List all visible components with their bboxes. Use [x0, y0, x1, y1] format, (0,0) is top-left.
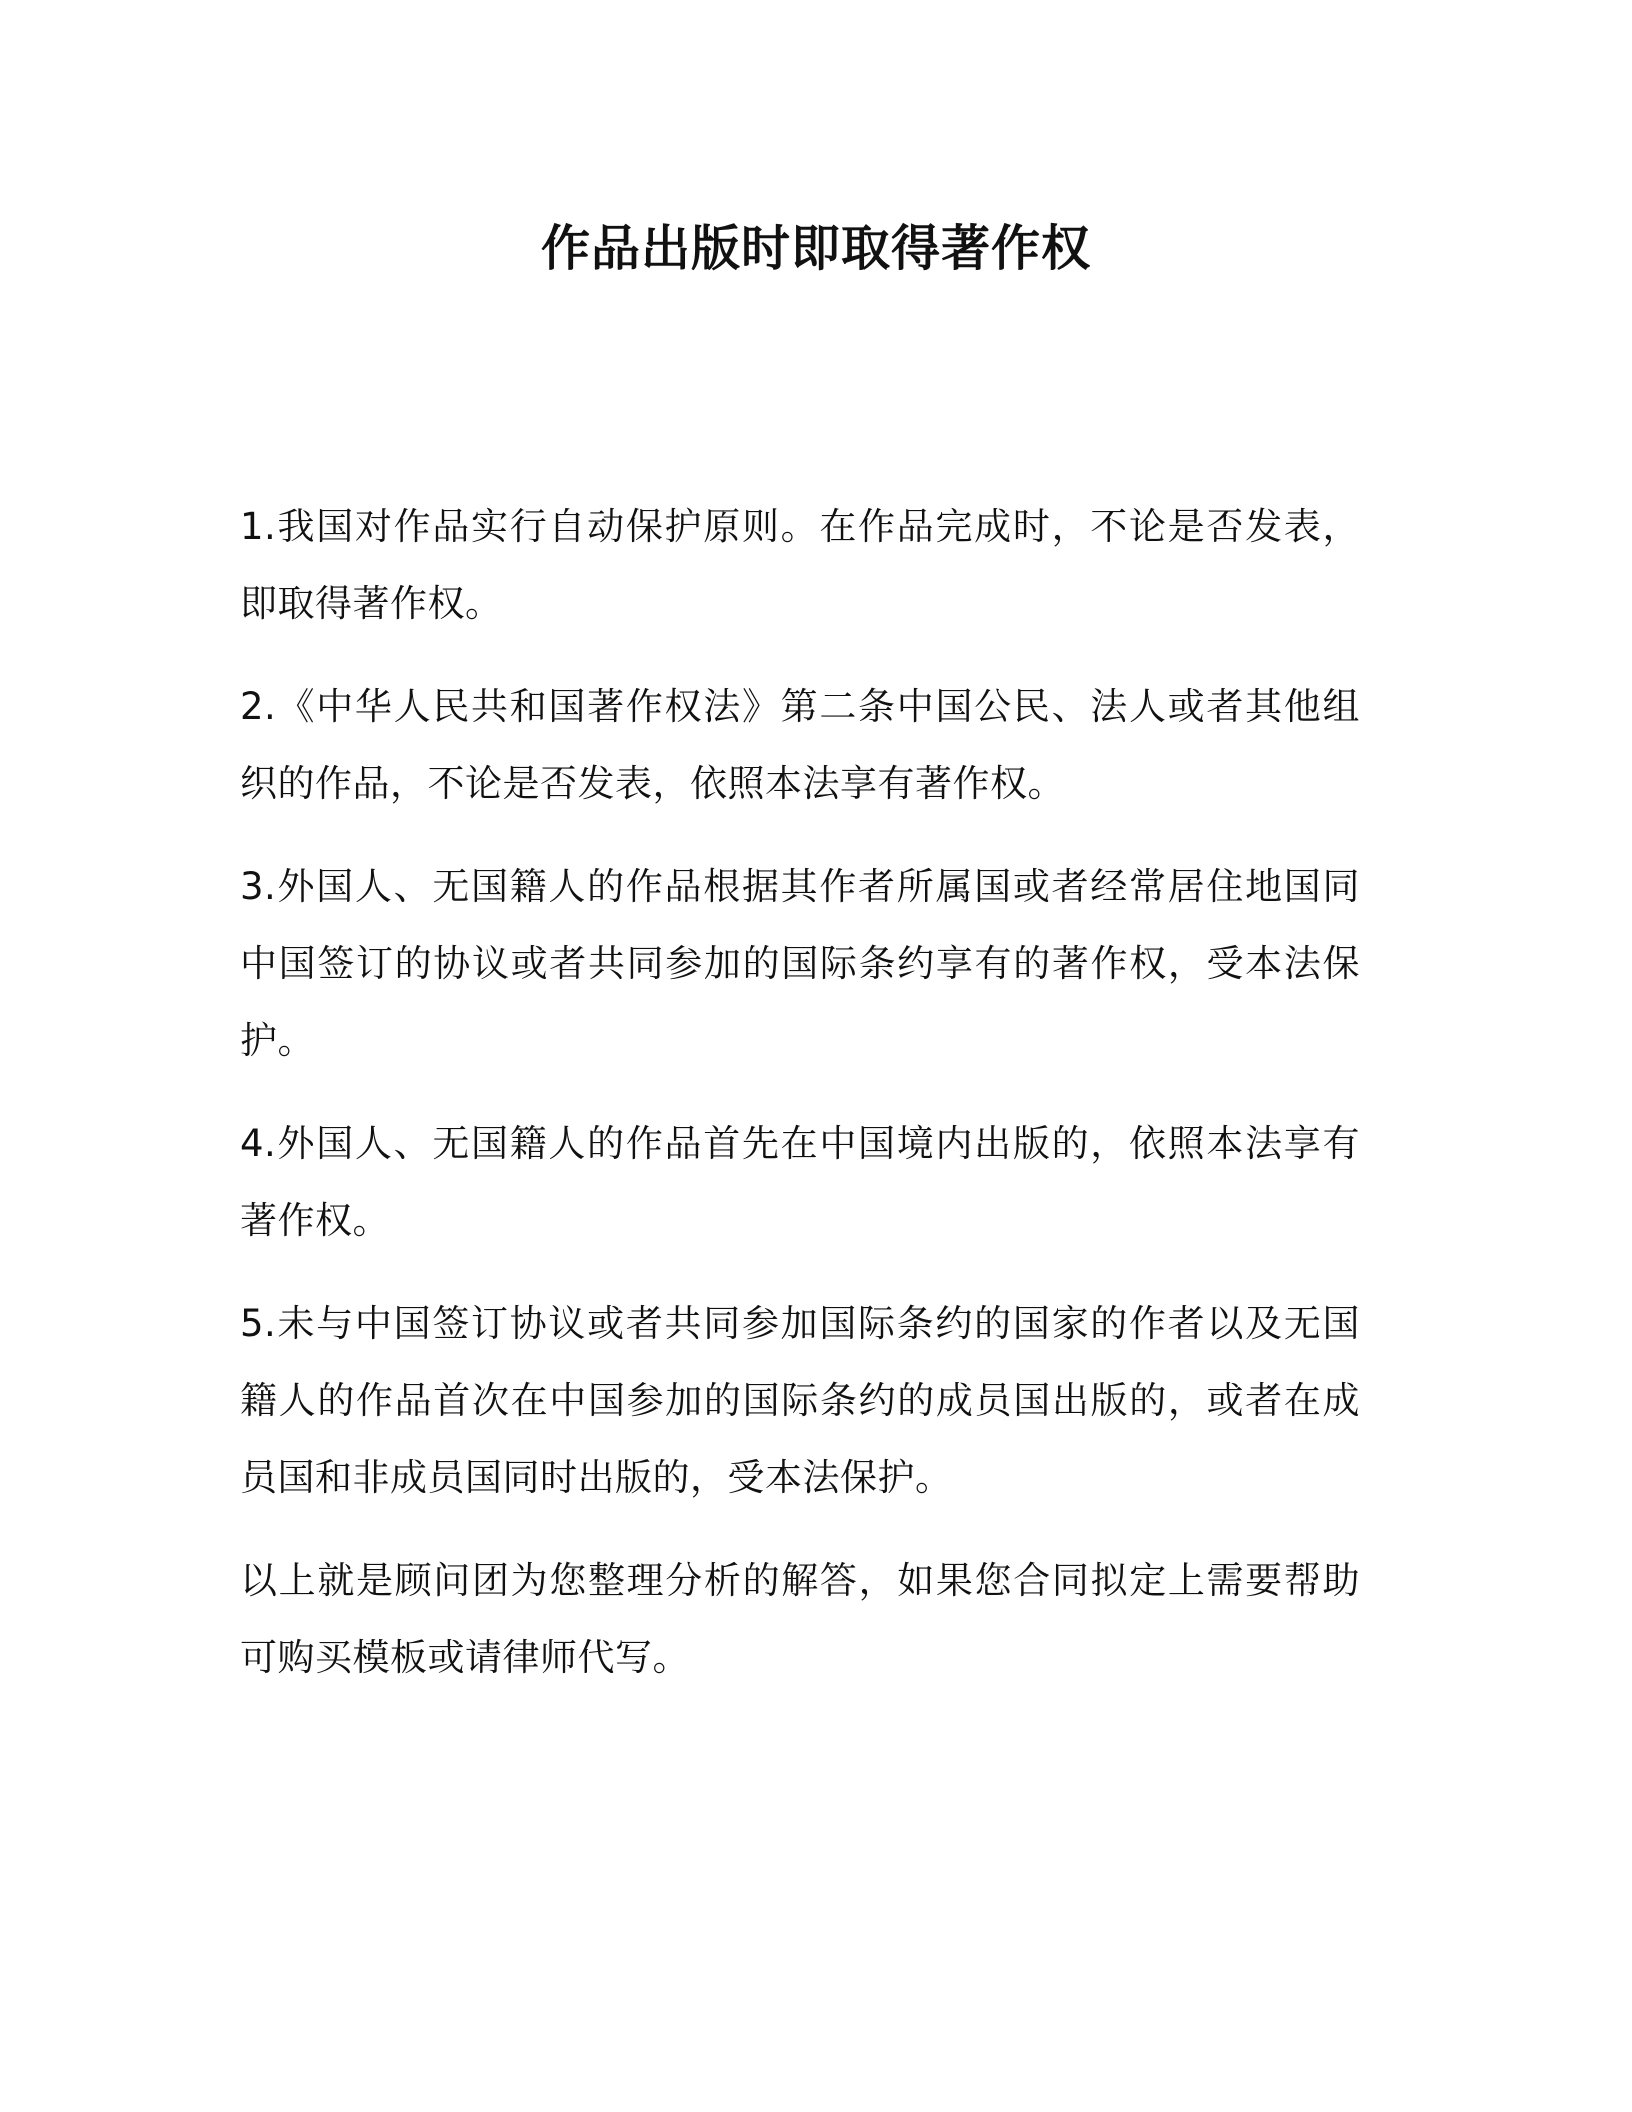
paragraph-4: 4.外国人、无国籍人的作品首先在中国境内出版的，依照本法享有著作权。: [240, 1122, 1360, 1242]
document-title: 作品出版时即取得著作权: [540, 220, 1091, 277]
closing-paragraph: 以上就是顾问团为您整理分析的解答，如果您合同拟定上需要帮助可购买模板或请律师代写。: [240, 1559, 1360, 1679]
document-body: [240, 488, 1360, 1722]
paragraph-1: 1.我国对作品实行自动保护原则。在作品完成时，不论是否发表，即取得著作权。: [240, 505, 1360, 625]
paragraph-3: 3.外国人、无国籍人的作品根据其作者所属国或者经常居住地国同中国签订的协议或者共同参加的国际条约享有的著作权，受本法保护。: [240, 865, 1360, 1062]
paragraph-5: 5.未与中国签订协议或者共同参加国际条约的国家的作者以及无国籍人的作品首次在中国参加的国际条约的成员国出版的，或者在成员国和非成员国同时出版的，受本法保护。: [240, 1302, 1360, 1499]
paragraph-2: 2.《中华人民共和国著作权法》第二条中国公民、法人或者其他组织的作品，不论是否发表，依照本法享有著作权。: [240, 685, 1360, 805]
